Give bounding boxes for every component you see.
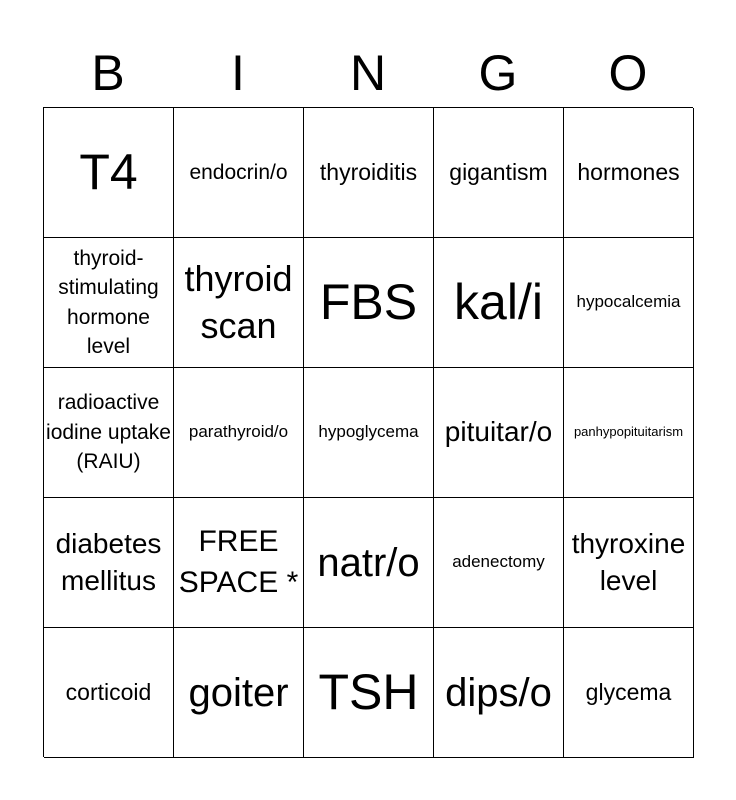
cell-text: parathyroid/o	[188, 422, 289, 442]
bingo-cell[interactable]	[434, 628, 564, 758]
cell-text: hypoglycema	[318, 422, 419, 442]
cell-text: endocrin/o	[189, 160, 288, 184]
bingo-cell[interactable]	[434, 498, 564, 628]
bingo-cell[interactable]	[564, 628, 694, 758]
bingo-cell[interactable]	[564, 498, 694, 628]
bingo-cell[interactable]	[304, 108, 434, 238]
bingo-cell[interactable]	[174, 108, 304, 238]
bingo-cell[interactable]	[434, 238, 564, 368]
cell-text: radioactive iodine uptake (RAIU)	[46, 391, 171, 474]
cell-text: TSH	[318, 664, 419, 720]
cell-text: kal/i	[454, 274, 543, 330]
bingo-cell[interactable]	[304, 498, 434, 628]
bingo-header	[43, 40, 693, 106]
bingo-cell[interactable]	[304, 368, 434, 498]
bingo-cell[interactable]	[174, 368, 304, 498]
bingo-cell[interactable]	[44, 498, 174, 628]
bingo-cell[interactable]	[44, 628, 174, 758]
cell-text: panhypopituitarism	[573, 424, 684, 440]
bingo-cell[interactable]	[564, 368, 694, 498]
cell-text: glycema	[585, 678, 672, 705]
cell-text: natr/o	[317, 540, 420, 585]
cell-text: dips/o	[445, 670, 552, 715]
bingo-cell[interactable]	[44, 238, 174, 368]
cell-text: goiter	[188, 670, 289, 715]
bingo-cell[interactable]	[44, 108, 174, 238]
cell-text: thyroiditis	[319, 158, 418, 185]
cell-text: thyroxine level	[571, 528, 686, 596]
bingo-cell[interactable]	[304, 628, 434, 758]
header-letter-g: G	[478, 45, 518, 101]
cell-text: hypocalcemia	[576, 292, 681, 312]
header-letter-i: I	[231, 45, 245, 101]
cell-text: corticoid	[65, 678, 152, 705]
free-space-text: FREE SPACE *	[178, 525, 299, 599]
bingo-cell[interactable]	[434, 368, 564, 498]
bingo-board	[43, 107, 693, 757]
cell-text: gigantism	[449, 158, 548, 185]
bingo-cell[interactable]	[304, 238, 434, 368]
header-letter-n: N	[349, 45, 387, 101]
bingo-cell[interactable]	[564, 238, 694, 368]
header-letter-b: B	[91, 45, 125, 101]
cell-text: adenectomy	[452, 552, 545, 572]
header-letter-o: O	[608, 45, 648, 101]
bingo-cell[interactable]	[564, 108, 694, 238]
bingo-cell[interactable]	[174, 628, 304, 758]
bingo-cell[interactable]	[434, 108, 564, 238]
cell-text: thyroid-stimulating hormone level	[58, 246, 159, 358]
bingo-cell[interactable]	[44, 368, 174, 498]
cell-text: FBS	[319, 274, 418, 330]
free-space-cell[interactable]	[174, 498, 304, 628]
cell-text: thyroid scan	[184, 257, 293, 346]
cell-text: T4	[79, 144, 138, 200]
cell-text: hormones	[577, 158, 680, 185]
bingo-cell[interactable]	[174, 238, 304, 368]
cell-text: pituitar/o	[444, 416, 553, 448]
cell-text: diabetes mellitus	[55, 528, 162, 596]
